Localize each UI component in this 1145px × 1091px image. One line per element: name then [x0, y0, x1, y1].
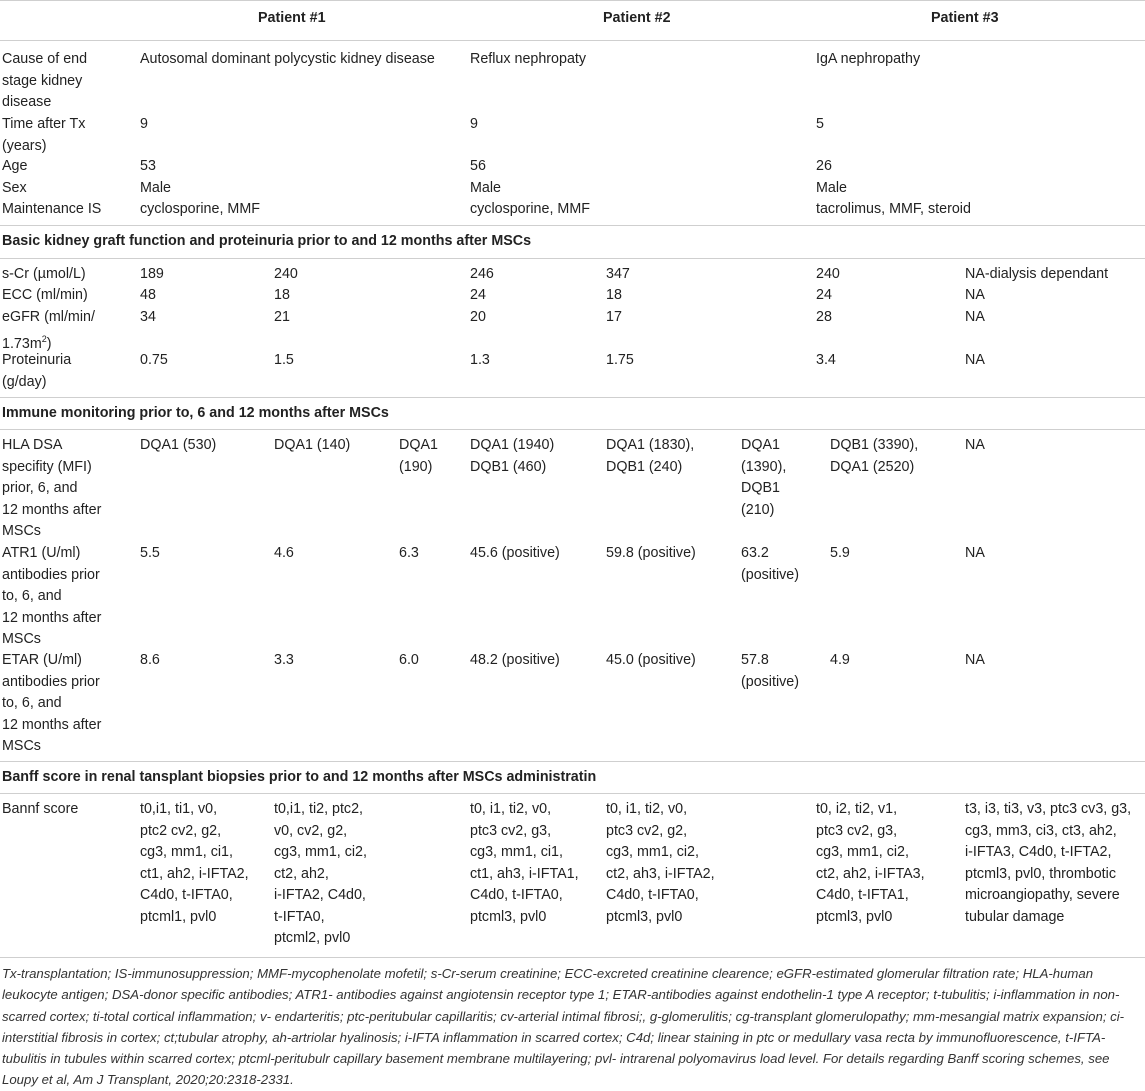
etar-p2-6m: 45.0 (positive)	[606, 652, 696, 668]
ecc-p2-pre: 24	[470, 287, 486, 303]
header-patient-1: Patient #1	[258, 10, 326, 26]
cause-p2: Reflux nephropaty	[470, 51, 587, 67]
hla-p2-pre: DQA1 (1940) DQB1 (460)	[470, 437, 555, 475]
egfr-p3-pre: 28	[816, 309, 832, 325]
scr-p3-post: NA-dialysis dependant	[965, 266, 1109, 282]
rule-7	[0, 957, 1145, 958]
egfr-p1-pre: 34	[140, 309, 156, 325]
is-p1: cyclosporine, MMF	[140, 201, 260, 217]
cause-p1: Autosomal dominant polycystic kidney disease	[140, 51, 435, 67]
is-p2: cyclosporine, MMF	[470, 201, 590, 217]
is-label: Maintenance IS	[2, 201, 102, 217]
atr-p3-post: NA	[965, 545, 985, 561]
banff-p2-pre: t0, i1, ti2, v0, ptc3 cv2, g3, cg3, mm1, ci1, ct1, ah3, i-IFTA1, C4d0, t-IFTA0, ptcml3, pvl0	[470, 801, 579, 925]
atr-p2-6m: 59.8 (positive)	[606, 545, 696, 561]
banff-p2-post: t0, i1, ti2, v0, ptc3 cv2, g2, cg3, mm1, ci2, ct2, ah3, i-IFTA2, C4d0, t-IFTA0, ptcml3, pvl0	[606, 801, 715, 925]
egfr-p1-post: 21	[274, 309, 290, 325]
atr-p3-pre: 5.9	[830, 545, 850, 561]
egfr-label: eGFR (ml/min/ $1.73m^2$)	[2, 309, 95, 352]
top-rule	[0, 0, 1145, 1]
hla-p2-12m: DQA1 (1390), DQB1 (210)	[741, 437, 787, 518]
rule-1	[0, 225, 1145, 226]
scr-p1-pre: 189	[140, 266, 164, 282]
etar-p1-pre: 8.6	[140, 652, 160, 668]
atr-label: ATR1 (U/ml) antibodies prior to, 6, and 12 months after MSCs	[2, 545, 102, 647]
header-patient-2: Patient #2	[603, 10, 671, 26]
etar-p3-pre: 4.9	[830, 652, 850, 668]
ecc-p3-pre: 24	[816, 287, 832, 303]
ecc-label: ECC (ml/min)	[2, 287, 88, 303]
time-p2: 9	[470, 116, 478, 132]
sex-p3: Male	[816, 180, 847, 196]
ecc-p2-post: 18	[606, 287, 622, 303]
rule-3	[0, 397, 1145, 398]
age-p2: 56	[470, 158, 486, 174]
scr-p1-post: 240	[274, 266, 298, 282]
etar-p1-6m: 3.3	[274, 652, 294, 668]
sex-p2: Male	[470, 180, 501, 196]
prot-p3-post: NA	[965, 352, 985, 368]
header-rule	[0, 40, 1145, 41]
hla-p1-12m: DQA1 (190)	[399, 437, 438, 475]
function-section-title: Basic kidney graft function and proteinuria prior to and 12 months after MSCs	[2, 233, 532, 249]
is-p3: tacrolimus, MMF, steroid	[816, 201, 971, 217]
header-patient-3: Patient #3	[931, 10, 999, 26]
etar-p2-12m: 57.8 (positive)	[741, 652, 799, 690]
cause-p3: IgA nephropathy	[816, 51, 921, 67]
rule-5	[0, 761, 1145, 762]
ecc-p1-pre: 48	[140, 287, 156, 303]
banff-p1-pre: t0,i1, ti1, v0, ptc2 cv2, g2, cg3, mm1, ci1, ct1, ah2, i-IFTA2, C4d0, t-IFTA0, ptcml1, pvl0	[140, 801, 249, 925]
sex-p1: Male	[140, 180, 171, 196]
age-p3: 26	[816, 158, 832, 174]
hla-p1-6m: DQA1 (140)	[274, 437, 351, 453]
banff-label: Bannf score	[2, 801, 79, 817]
hla-p3-post: NA	[965, 437, 985, 453]
egfr-p2-pre: 20	[470, 309, 486, 325]
prot-p2-pre: 1.3	[470, 352, 490, 368]
rule-6	[0, 793, 1145, 794]
egfr-superscript: 2	[41, 333, 47, 344]
scr-p3-pre: 240	[816, 266, 840, 282]
atr-p1-pre: 5.5	[140, 545, 160, 561]
prot-p2-post: 1.75	[606, 352, 634, 368]
time-p3: 5	[816, 116, 824, 132]
scr-p2-pre: 246	[470, 266, 494, 282]
banff-p1-post: t0,i1, ti2, ptc2, v0, cv2, g2, cg3, mm1, ci2, ct2, ah2, i-IFTA2, C4d0, t-IFTA0, ptcml2, pvl0	[274, 801, 367, 946]
prot-label: Proteinuria (g/day)	[2, 352, 72, 390]
egfr-p2-post: 17	[606, 309, 622, 325]
banff-section-title: Banff score in renal tansplant biopsies prior to and 12 months after MSCs administratin	[2, 769, 597, 785]
prot-p1-pre: 0.75	[140, 352, 168, 368]
age-label: Age	[2, 158, 28, 174]
scr-p2-post: 347	[606, 266, 630, 282]
atr-p2-12m: 63.2 (positive)	[741, 545, 799, 583]
rule-4	[0, 429, 1145, 430]
egfr-p3-post: NA	[965, 309, 985, 325]
prot-p1-post: 1.5	[274, 352, 294, 368]
ecc-p1-post: 18	[274, 287, 290, 303]
etar-label: ETAR (U/ml) antibodies prior to, 6, and 12 months after MSCs	[2, 652, 102, 754]
atr-p1-6m: 4.6	[274, 545, 294, 561]
atr-p1-12m: 6.3	[399, 545, 419, 561]
immune-section-title: Immune monitoring prior to, 6 and 12 months after MSCs	[2, 405, 389, 421]
ecc-p3-post: NA	[965, 287, 985, 303]
banff-p3-post: t3, i3, ti3, v3, ptc3 cv3, g3, cg3, mm3, ci3, ct3, ah2, i-IFTA3, C4d0, t-IFTA2, ptcml3, pvl0, thrombotic microangiopathy, severe tubular damage	[965, 801, 1132, 925]
age-p1: 53	[140, 158, 156, 174]
banff-p3-pre: t0, i2, ti2, v1, ptc3 cv2, g3, cg3, mm1, ci2, ct2, ah2, i-IFTA3, C4d0, t-IFTA1, ptcml3, pvl0	[816, 801, 925, 925]
hla-p1-pre: DQA1 (530)	[140, 437, 217, 453]
prot-p3-pre: 3.4	[816, 352, 836, 368]
hla-label: HLA DSA specifity (MFI) prior, 6, and 12 months after MSCs	[2, 437, 102, 539]
rule-2	[0, 258, 1145, 259]
table-footnote: Tx-transplantation; IS-immunosuppression; MMF-mycophenolate mofetil; s-Cr-serum creatinine; ECC-excreted creatinine clearence; eGFR-estimated glomerular filtration rate; HLA-human leukocyte antigen; DSA-donor specific antibodies; ATR1- antibodies against angiotensin receptor type 1; ETAR-antibodies against endothelin-1 type A receptor; t-tubulitis; i-inflammation in non-scarred cortex; ti-total cortical inflammation; v- endarteritis; ptc-peritubular capillaritis; cv-arterial intimal fibrosi;, g-glomerulitis; cg-transplant glomerulopathy; mm-mesangial matrix expansion; ci-interstitial fibrosis in cortex; ct;tubular atrophy, ah-artriolar hyalinosis; i-IFTA inflammation in scarred cortex; C4d; linear staining in ptc or medullary vasa recta by immunofluorescence, t-IFTA- tubulitis in tubules within scarred cortex; ptcml-peritubulr capillary basement membrane multilayering; pvl- intrarenal polyomavirus load level. For details regarding Banff scoring schemes, see Loupy et al, Am J Transplant, 2020;20:2318-2331.	[2, 966, 1125, 1088]
etar-p3-post: NA	[965, 652, 985, 668]
atr-p2-pre: 45.6 (positive)	[470, 545, 560, 561]
sex-label: Sex	[2, 180, 27, 196]
etar-p1-12m: 6.0	[399, 652, 419, 668]
hla-p3-pre: DQB1 (3390), DQA1 (2520)	[830, 437, 919, 475]
hla-p2-6m: DQA1 (1830), DQB1 (240)	[606, 437, 695, 475]
etar-p2-pre: 48.2 (positive)	[470, 652, 560, 668]
cause-label: Cause of end stage kidney disease	[2, 51, 88, 110]
scr-label: s-Cr (µmol/L)	[2, 266, 86, 282]
time-label: Time after Tx (years)	[2, 116, 86, 154]
time-p1: 9	[140, 116, 148, 132]
